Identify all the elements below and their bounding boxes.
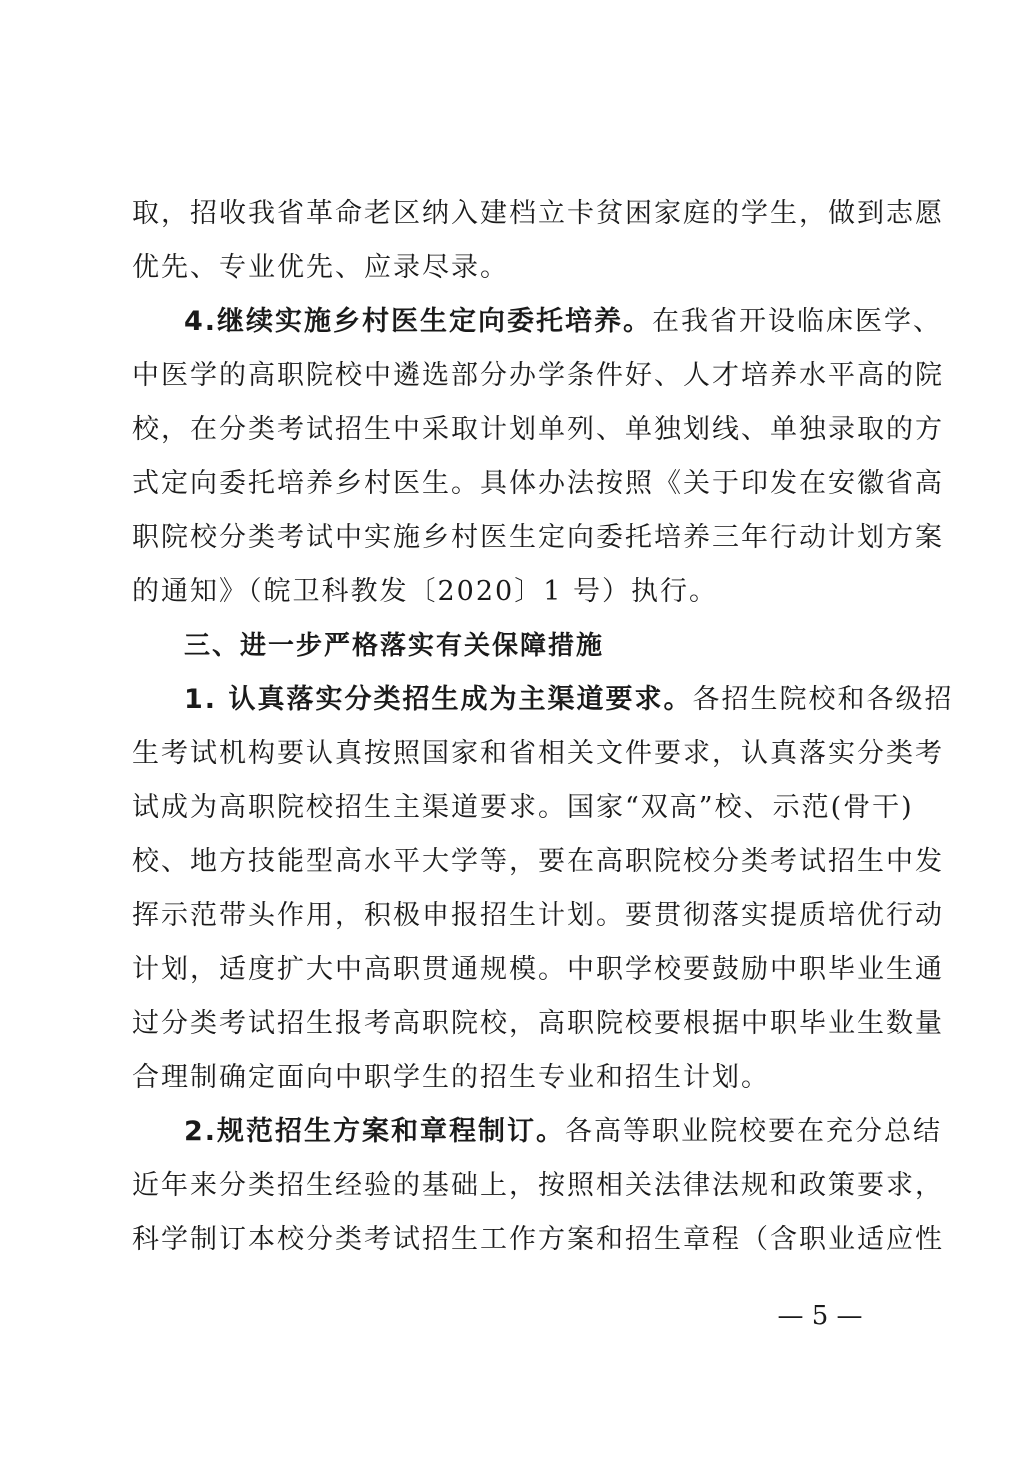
paragraph-text: 在我省开设临床医学、	[652, 306, 943, 337]
paragraph-line: 过分类考试招生报考高职院校，高职院校要根据中职毕业生数量	[132, 1008, 944, 1039]
paragraph-line: 科学制订本校分类考试招生工作方案和招生章程（含职业适应性	[132, 1224, 944, 1255]
paragraph-lead: 2.规范招生方案和章程制订。	[184, 1116, 566, 1147]
paragraph-lead: 4.继续实施乡村医生定向委托培养。	[184, 306, 653, 337]
paragraph-line	[184, 1114, 943, 1150]
paragraph-line: 式定向委托培养乡村医生。具体办法按照《关于印发在安徽省高	[132, 468, 944, 499]
section-heading: 三、进一步严格落实有关保障措施	[184, 631, 605, 661]
paragraph-line: 职院校分类考试中实施乡村医生定向委托培养三年行动计划方案	[132, 522, 944, 553]
paragraph-lead: 1. 认真落实分类招生成为主渠道要求。	[184, 684, 693, 715]
paragraph-line: 合理制确定面向中职学生的招生专业和招生计划。	[132, 1062, 770, 1093]
paragraph-line: 挥示范带头作用，积极申报招生计划。要贯彻落实提质培优行动	[132, 900, 944, 931]
paragraph-line: 的通知》（皖卫科教发〔2020〕1 号）执行。	[132, 576, 718, 607]
paragraph-line: 校、地方技能型高水平大学等，要在高职院校分类考试招生中发	[132, 846, 944, 877]
paragraph-text: 各高等职业院校要在充分总结	[565, 1116, 943, 1147]
paragraph-line: 生考试机构要认真按照国家和省相关文件要求，认真落实分类考	[132, 738, 944, 769]
paragraph-line: 试成为高职院校招生主渠道要求。国家“双高”校、示范(骨干)	[132, 792, 914, 823]
paragraph-line: 取，招收我省革命老区纳入建档立卡贫困家庭的学生，做到志愿	[132, 198, 944, 229]
paragraph-line: 优先、专业优先、应录尽录。	[132, 252, 509, 283]
paragraph-line: 近年来分类招生经验的基础上，按照相关法律法规和政策要求，	[132, 1170, 944, 1201]
paragraph-line: 计划，适度扩大中高职贯通规模。中职学校要鼓励中职毕业生通	[132, 954, 944, 985]
paragraph-line	[184, 682, 954, 718]
paragraph-line: 中医学的高职院校中遴选部分办学条件好、人才培养水平高的院	[132, 360, 944, 391]
page-number: — 5 —	[777, 1301, 863, 1331]
paragraph-line	[184, 304, 943, 340]
paragraph-line: 校，在分类考试招生中采取计划单列、单独划线、单独录取的方	[132, 414, 944, 445]
paragraph-text: 各招生院校和各级招	[692, 684, 954, 715]
